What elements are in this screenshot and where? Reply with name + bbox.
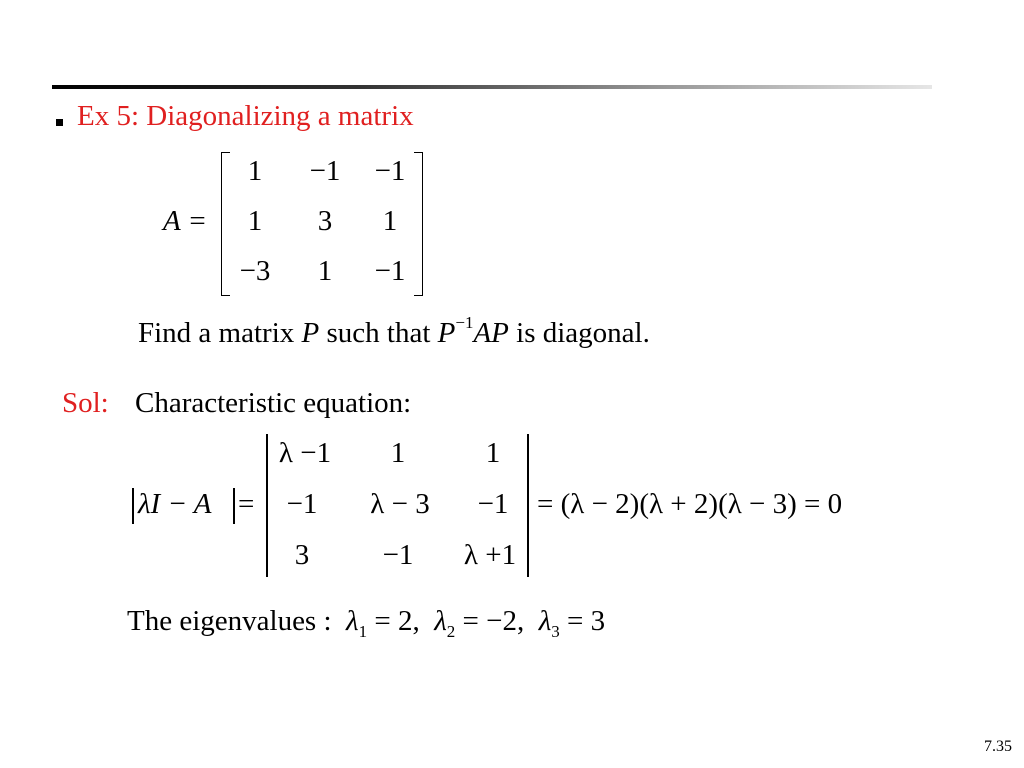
det-cell: λ +1: [463, 539, 517, 571]
det-cell: −1: [382, 539, 414, 571]
det-lhs: λI − A: [138, 488, 212, 520]
matrix-cell: −1: [374, 255, 406, 287]
det-cell: −1: [477, 488, 509, 520]
matrix-cell: 1: [382, 205, 398, 237]
det-cell: 1: [390, 437, 406, 469]
abs-left-bar: [132, 488, 134, 524]
det-rhs: = (λ − 2)(λ + 2)(λ − 3) = 0: [537, 488, 843, 520]
matrix-cell: −1: [309, 155, 341, 187]
eigenvalues-line: The eigenvalues : $\lambda_1 = 2$, $\lambda_2 = -2$, $\lambda_3 = 3$: [127, 605, 606, 641]
matrix-cell: −1: [374, 155, 406, 187]
slide-heading: Ex 5: Diagonalizing a matrix: [77, 100, 414, 132]
page-number: 7.35: [984, 738, 1012, 755]
det-cell: 1: [485, 437, 501, 469]
det-cell: λ −1: [278, 437, 332, 469]
equals-sign: =: [238, 488, 255, 520]
matrix-cell: 1: [247, 205, 263, 237]
det-cell: 3: [294, 539, 310, 571]
solution-label: Sol:: [62, 387, 109, 419]
header-rule: [52, 85, 932, 89]
matrix-cell: 1: [317, 255, 333, 287]
bullet-icon: [56, 119, 63, 126]
det-cell: −1: [286, 488, 318, 520]
abs-right-bar: [233, 488, 235, 524]
matrix-cell: 1: [247, 155, 263, 187]
matrix-cell: 3: [317, 205, 333, 237]
matrix-label: A =: [163, 205, 208, 237]
problem-statement: Find a matrix P such that $P^{-1}AP$ is diagonal.: [138, 313, 650, 349]
det-cell: λ − 3: [370, 488, 430, 520]
char-eq-title: Characteristic equation:: [135, 387, 412, 419]
matrix-cell: −3: [239, 255, 271, 287]
